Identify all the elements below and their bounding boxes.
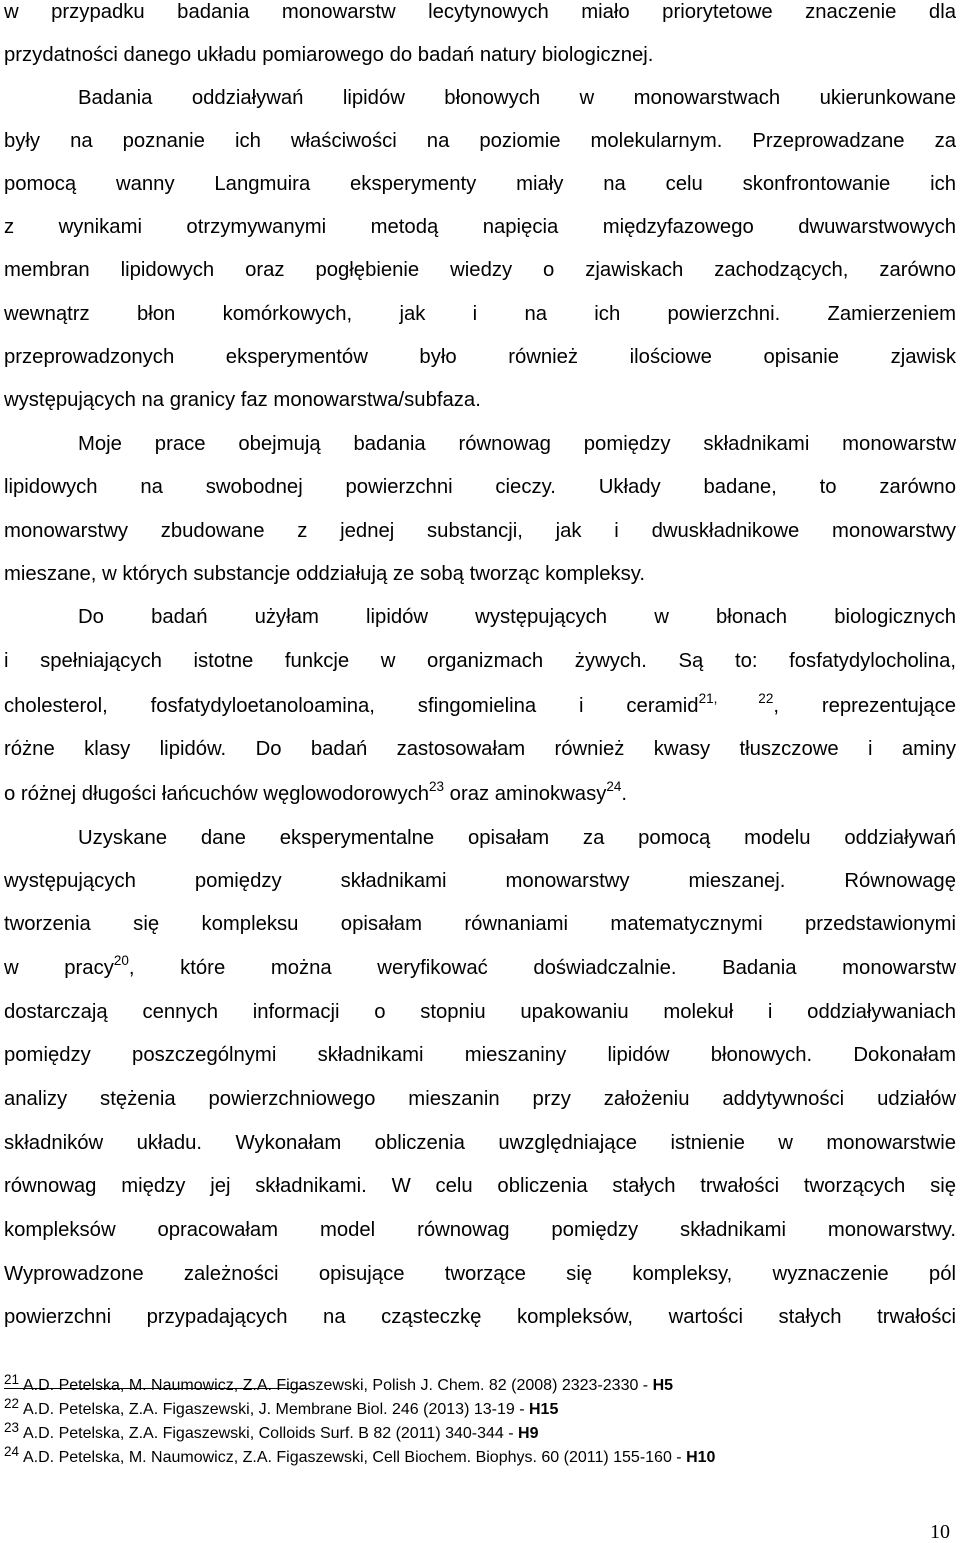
text-line: pomocą wanny Langmuira eksperymenty miały na celu skonfrontowanie ich: [4, 173, 956, 195]
footnote-text: A.D. Petelska, M. Naumowicz, Z.A. Figaszewski, Cell Biochem. Biophys. 60 (2011) 155-160 -: [23, 1449, 687, 1466]
footnote: [4, 1420, 960, 1444]
footnote-ref: H5: [652, 1377, 674, 1394]
text-line: występujących pomiędzy składnikami monowarstwy mieszanej. Równowagę: [4, 870, 956, 892]
text-line: kompleksów opracowałam model równowag pomiędzy składnikami monowarstwy.: [4, 1219, 956, 1241]
footnote-ref: H15: [528, 1401, 559, 1418]
footnote: [4, 1372, 960, 1396]
text-line: różne klasy lipidów. Do badań zastosowałam również kwasy tłuszczowe i aminy: [4, 738, 956, 760]
footnote-text: A.D. Petelska, Z.A. Figaszewski, J. Membrane Biol. 246 (2013) 13-19 -: [23, 1401, 529, 1418]
footnote-ref: H10: [686, 1449, 716, 1466]
footnote: [4, 1444, 960, 1468]
text-line: Do badań użyłam lipidów występujących w błonach biologicznych: [78, 606, 956, 628]
text-line-with-citation: [4, 779, 956, 806]
text-line: wewnątrz błon komórkowych, jak i na ich powierzchni. Zamierzeniem: [4, 303, 956, 325]
citation-superscript: 21, 22: [698, 691, 774, 706]
text-line: Badania oddziaływań lipidów błonowych w monowarstwach ukierunkowane: [78, 87, 956, 109]
footnote-number: 24: [4, 1444, 20, 1459]
text-line-with-citation: [4, 691, 956, 718]
text-span: .: [621, 783, 628, 805]
citation-superscript: 24: [606, 779, 622, 794]
citation-superscript: 23: [429, 779, 445, 794]
text-line: monowarstwy zbudowane z jednej substancji, jak i dwuskładnikowe monowarstwy: [4, 520, 956, 542]
text-span: w pracy: [4, 957, 114, 979]
citation-superscript: 20: [113, 953, 129, 968]
footnote-number: 23: [4, 1420, 20, 1435]
text-line: pomiędzy poszczególnymi składnikami mieszaniny lipidów błonowych. Dokonałam: [4, 1044, 956, 1066]
footnote-ref: H9: [518, 1425, 539, 1442]
text-line: tworzenia się kompleksu opisałam równaniami matematycznymi przedstawionymi: [4, 913, 956, 935]
text-span: cholesterol, fosfatydyloetanoloamina, sfingomielina i ceramid: [4, 695, 699, 717]
footnote-text: A.D. Petelska, Z.A. Figaszewski, Colloids Surf. B 82 (2011) 340-344 -: [23, 1425, 519, 1442]
text-span: oraz aminokwasy: [444, 783, 607, 805]
text-line: w przypadku badania monowarstw lecytynowych miało priorytetowe znaczenie dla: [4, 1, 956, 23]
text-line: i spełniających istotne funkcje w organizmach żywych. Są to: fosfatydylocholina,: [4, 650, 956, 672]
text-line: powierzchni przypadających na cząsteczkę kompleksów, wartości stałych trwałości: [4, 1306, 956, 1328]
text-span: o różnej długości łańcuchów węglowodorowych: [4, 783, 430, 805]
text-line: były na poznanie ich właściwości na poziomie molekularnym. Przeprowadzane za: [4, 130, 956, 152]
page-number: 10: [930, 1521, 950, 1543]
text-line: składników układu. Wykonałam obliczenia uwzględniające istnienie w monowarstwie: [4, 1132, 956, 1154]
text-line: membran lipidowych oraz pogłębienie wiedzy o zjawiskach zachodzących, zarówno: [4, 259, 956, 281]
text-line: Uzyskane dane eksperymentalne opisałam za pomocą modelu oddziaływań: [78, 827, 956, 849]
footnote-number: 21: [4, 1372, 20, 1387]
text-line: z wynikami otrzymywanymi metodą napięcia międzyfazowego dwuwarstwowych: [4, 216, 956, 238]
footnote: [4, 1396, 960, 1420]
text-line: przeprowadzonych eksperymentów było również ilościowe opisanie zjawisk: [4, 346, 956, 368]
text-line: dostarczają cennych informacji o stopniu upakowaniu molekuł i oddziaływaniach: [4, 1001, 956, 1023]
text-span: , reprezentujące: [773, 695, 956, 717]
text-line: lipidowych na swobodnej powierzchni cieczy. Układy badane, to zarówno: [4, 476, 956, 498]
text-span: , które można weryfikować doświadczalnie. Badania monowarstw: [128, 957, 956, 979]
text-line: Moje prace obejmują badania równowag pomiędzy składnikami monowarstw: [78, 433, 956, 455]
text-line: Wyprowadzone zależności opisujące tworzące się kompleksy, wyznaczenie pól: [4, 1263, 956, 1285]
footnote-text: A.D. Petelska, M. Naumowicz, Z.A. Figaszewski, Polish J. Chem. 82 (2008) 2323-2330 -: [23, 1377, 653, 1394]
text-line: równowag między jej składnikami. W celu obliczenia stałych trwałości tworzących się: [4, 1175, 956, 1197]
text-line: występujących na granicy faz monowarstwa/subfaza.: [4, 389, 481, 411]
text-line: analizy stężenia powierzchniowego mieszanin przy założeniu addytywności udziałów: [4, 1088, 956, 1110]
footnote-number: 22: [4, 1396, 20, 1411]
text-line: mieszane, w których substancje oddziałują ze sobą tworząc kompleksy.: [4, 563, 646, 585]
text-line: przydatności danego układu pomiarowego do badań natury biologicznej.: [4, 44, 654, 66]
text-line-with-citation: [4, 953, 956, 980]
